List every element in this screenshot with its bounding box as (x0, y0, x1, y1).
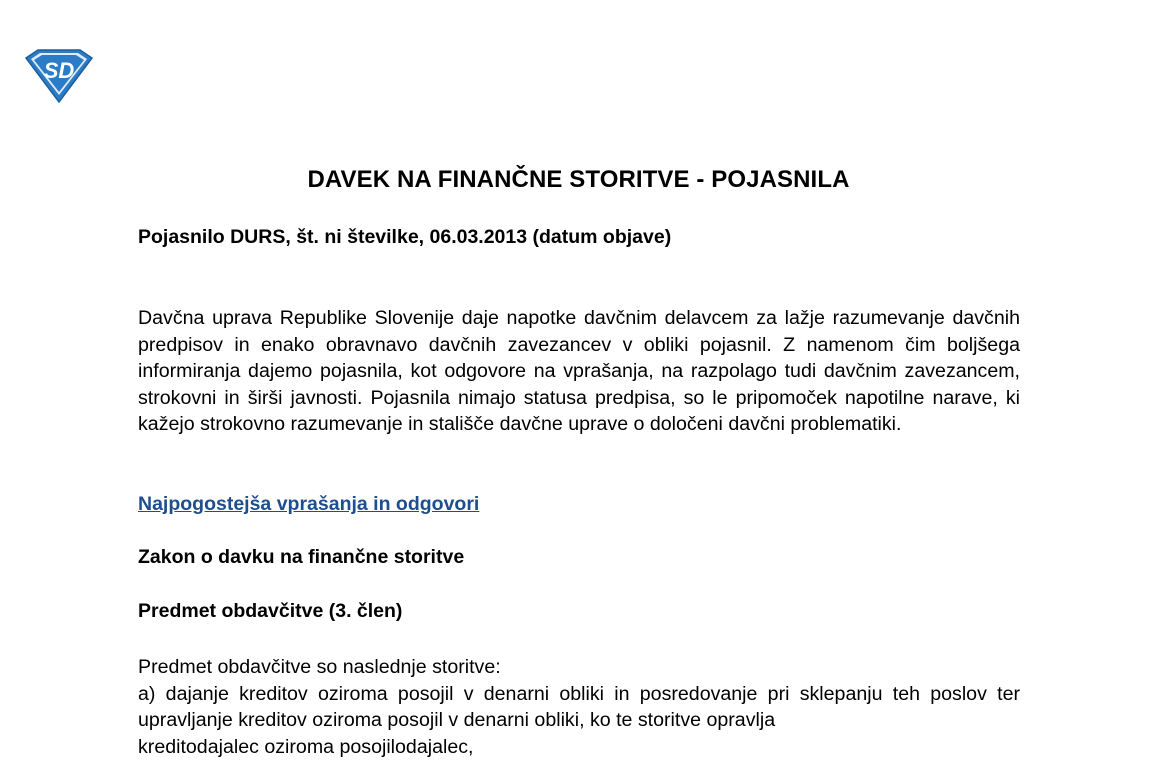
law-heading: Zakon o davku na finančne storitve (138, 546, 465, 568)
section-intro: Predmet obdavčitve so naslednje storitve: (138, 656, 501, 678)
document-subtitle: Pojasnilo DURS, št. ni številke, 06.03.2013 (datum objave) (138, 226, 672, 248)
intro-paragraph: Davčna uprava Republike Slovenije daje napotke davčnim delavcem za lažje razumevanje davčnih predpisov in enako obravnavo davčnih zavezancev v obliki pojasnil. Z namenom čim boljšega informiranja dajemo pojasnila, kot odgovore na vprašanja, na razpolago tudi davčnim zavezancem, strokovni in širši javnosti. Pojasnila nimajo statusa predpisa, so le pripomoček napotilne narave, ki kažejo strokovno razumevanje in stališče davčne uprave o določeni davčni problematiki. (138, 307, 1020, 436)
list-item-a-continuation: kreditodajalec oziroma posojilodajalec, (138, 735, 474, 758)
faq-link[interactable]: Najpogostejša vprašanja in odgovori (138, 493, 480, 515)
section-body (138, 654, 1020, 760)
document-title: DAVEK NA FINANČNE STORITVE - POJASNILA (307, 166, 850, 193)
sd-diamond-logo-icon (22, 48, 96, 104)
section-heading: Predmet obdavčitve (3. člen) (138, 600, 403, 622)
list-item-a: a) dajanje kreditov oziroma posojil v denarni obliki in posredovanje pri sklepanju teh poslov ter upravljanje kreditov oziroma posojil v denarni obliki, ko te storitve opravlja (138, 682, 1020, 732)
svg-text:SD: SD (43, 58, 75, 83)
